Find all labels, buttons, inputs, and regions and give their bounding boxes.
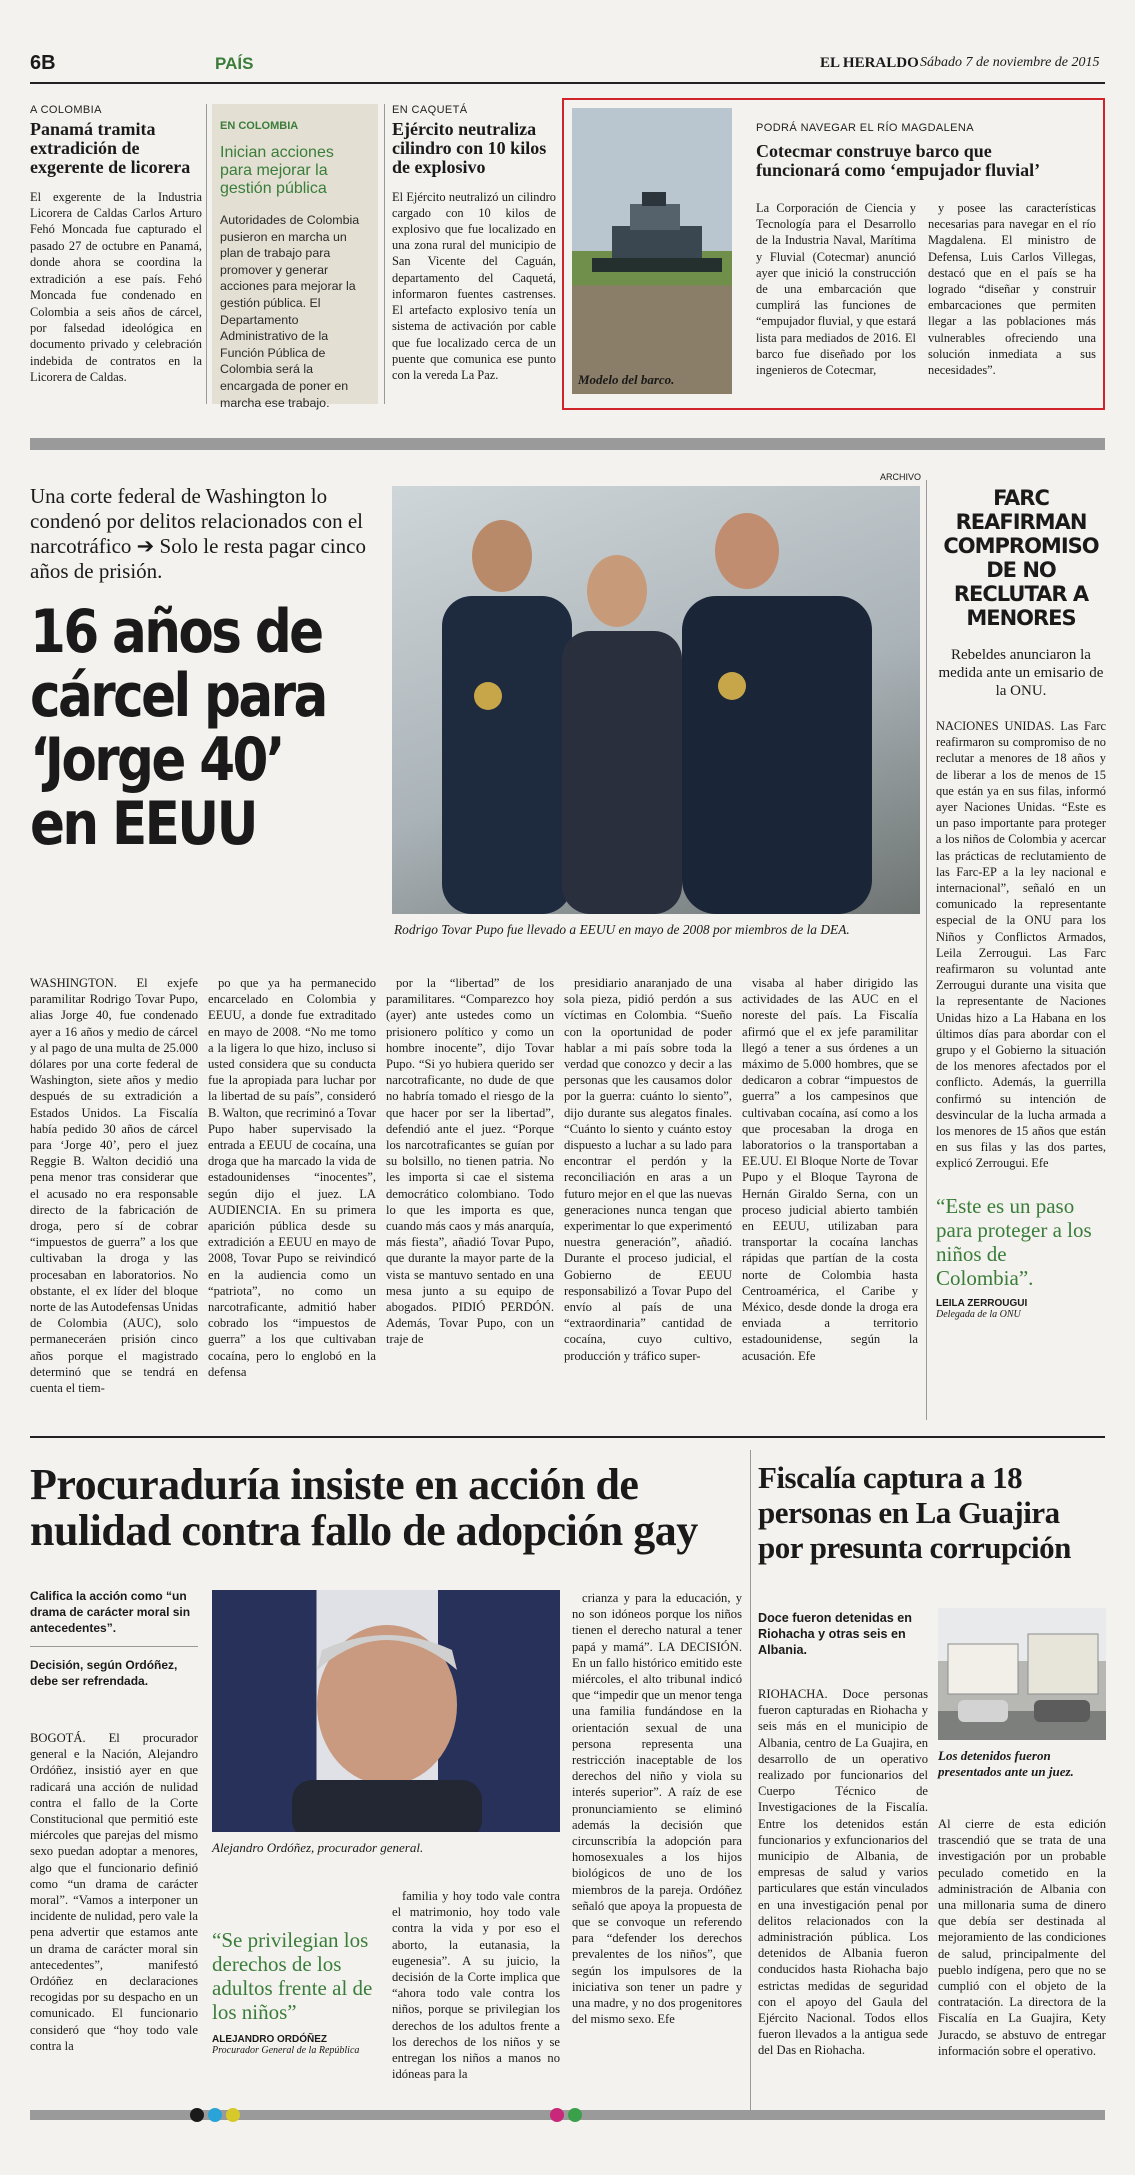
procuraduria-quote-role: Procurador General de la República (212, 2045, 360, 2056)
procuraduria-leads (30, 1588, 198, 1689)
ordonez-photo (212, 1590, 560, 1832)
brief-body: Autoridades de Colombia pusieron en marcha un plan de trabajo para promover y generar acciones para mejorar la gestión pública. El Departamento Administrativo de la Función Pública de Colombia será la encargada de poner en marcha ese trabajo. (220, 213, 360, 410)
fiscalia-col-1: RIOHACHA. Doce personas fueron capturadas en Riohacha y seis más en el municipio de Albania, centro de La Guajira, en desarrollo de un operativo realizado por funcionarios del Cuerpo Técnico de Investigaciones de la Fiscalía. Entre los detenidos están funcionarios y exfuncionarios del municipio de Albania, de empresas de salud y varios particulares que están vinculados en una investigación penal por delitos relacionados con la administración pública. Los detenidos de Albania fueron conducidos hasta Riohacha bajo estrictas medidas de seguridad con el apoyo del Gaula del Ejército Nacional. Todos ellos fueron llevados a la antigua sede del Das en Riohacha. (758, 1687, 928, 2058)
farc-title: FARC REAFIRMAN COMPROMISO DE NO RECLUTAR A MENORES (943, 486, 1099, 630)
farc-quote-role: Delegada de la ONU (936, 1308, 1021, 1320)
section-band (30, 438, 1105, 450)
procuraduria-quote-box (212, 1928, 380, 2056)
guajira-caption: Los detenidos fueron presentados ante un juez. (938, 1748, 1074, 1779)
brief-cotecmar (562, 98, 1105, 410)
farc-quote-name: LEILA ZERROUGUI (936, 1297, 1028, 1309)
main-photo-caption: Rodrigo Tovar Pupo fue llevado a EEUU en mayo de 2008 por miembros de la DEA. (394, 922, 850, 937)
brand-name: EL HERALDO (820, 55, 919, 71)
issue-date: Sábado 7 de noviembre de 2015 (920, 55, 1100, 70)
farc-quote: “Este es un paso para proteger a los niños de Colombia”. (936, 1193, 1092, 1290)
ordonez-portrait-icon (212, 1590, 560, 1832)
header-rule (30, 82, 1105, 84)
dea-agents-photo-icon (392, 486, 920, 914)
main-col-1: WASHINGTON. El exjefe paramilitar Rodrigo Tovar Pupo, alias Jorge 40, fue condenado ayer a 16 años y medio de cárcel y al pago de una multa de 25.000 dólares por una corte federal de Washington, siete años y medio después de su extradición a Estados Unidos. La Fiscalía había pedido 30 años de cárcel para ‘Jorge 40’, pero el juez Reggie B. Walton decidió una pena menor tras considerar que el acusado no era responsable directo de la fabricación de droga, pero sí de cobrar “impuestos de guerra” a los que cultivaban la droga y las procesaban en laboratorios. No obstante, el ex líder del bloque norte de las Autodefensas Unidas de Colombia (AUC), solo permaneceráen prisión cinco años porque el magistrado determinó que se tendrá en cuenta el tiem- (30, 976, 198, 1396)
lead-2: Decisión, según Ordóñez, debe ser refrendada. (30, 1658, 178, 1688)
main-col-5: visaba al haber dirigido las actividades de las AUC en el noreste del país. La Fiscalía afirmó que el ex jefe paramilitar llegó a tener a sus órdenes a un máximo de 5.000 hombres, que se dedicaron a cobrar “impuestos de guerra” a los campesinos que cultivaban cocaína, así como a los que procesaban la droga en laboratorios o la transportaban a EE.UU. El Bloque Norte de Tovar Pupo y el Bloque Tayrona de Hernán Giraldo Serna, con un proceso judicial abierto también en EEUU, utilizaban para transportar la cocaína lanchas rápidas que partían de la costa norte de Colombia hasta Centroamérica, el Caribe y México, desde donde la droga era enviada a territorio estadounidense, según la acusación. Efe (742, 976, 918, 1363)
procuraduria-col-2: familia y hoy todo vale contra el matrimonio, hoy todo vale contra la vida y por eso el aborto, la eutanasia, la eugenesia”. A su juicio, la decisión de la Corte implica que “ahora todo vale contra los niños, porque se privilegian los derechos de los adultos frente a los derechos de los niños y se entregan los niños a manos no idóneas para la (392, 1889, 560, 2082)
brief-title: Inician acciones para mejorar la gestión pública (220, 144, 334, 197)
photo-caption: Modelo del barco. (578, 372, 675, 387)
footer-color-dots (190, 2108, 910, 2122)
brief-title: Cotecmar construye barco que funcionará como ‘empujador fluvial’ (756, 141, 1041, 180)
farc-body: NACIONES UNIDAS. Las Farc reafirmaron su compromiso de no reclutar a menores de 18 años y de liberar a los de menos de 15 que están ya en sus filas, informó ayer Naciones Unidas. “Este es un paso importante para proteger a los niños de Colombia y acercar las prácticas de reclutamiento de las Farc-EP a la ley nacional e internacional”, señaló en un comunicado la representante especial de la ONU para los Niños y Conflictos Armados, Leila Zerrougui. Las Farc reafirmaron su voluntad ante Zerrougui durante una visita que la representante de Naciones Unidas hizo a La Habana en los últimos días para abordar con el grupo y el Gobierno la situación de los menores afectados por el conflicto. Además, la guerrilla confirmó su intención de desvincular de la lucha armada a los menores de 15 años que están en sus filas y las dos partes, explicó Zerrougui. Efe (936, 719, 1106, 1171)
photo-credit: ARCHIVO (880, 472, 922, 482)
main-headline: 16 años de cárcel para ‘Jorge 40’ en EEUU (30, 597, 326, 859)
brief-kicker: EN COLOMBIA (220, 120, 299, 132)
farc-sidebar (936, 486, 1106, 1320)
brief-kicker: EN CAQUETÁ (392, 104, 468, 116)
brief-en-colombia (212, 104, 378, 410)
brief-body: El exgerente de la Industria Licorera de Caldas Carlos Arturo Fehó Moncada fue capturado el pasado 27 de octubre en Panamá, donde ahora se coordina la extradición a ese país. Fehó Moncada fue condenado en Colombia a seis años de cárcel, por falsedad ideológica en documento privado y celebración indebida de contratos en la Licorera de Caldas. (30, 189, 202, 385)
brief-kicker: A COLOMBIA (30, 104, 102, 116)
brief-body: El Ejército neutralizó un cilindro cargado con 10 kilos de explosivo que fue localizado en una zona rural del municipio de San Vicente del Caguán, departamento del Caquetá, informaron fuentes castrenses. El artefacto explosivo tenía un sistema de activación por cable que fue localizado cerca de un puente que comunica ese punto con la vereda La Paz. (392, 189, 556, 382)
brief-title: Panamá tramita extradición de exgerente de licorera (30, 119, 191, 177)
farc-deck: Rebeldes anunciaron la medida ante un emisario de la ONU. (938, 647, 1104, 699)
main-col-2: po que ya ha permanecido encarcelado en Colombia y EEUU, a donde fue extraditado en mayo de 2008. “No me tomo a la ligera lo que hizo, incluso si usted considera que su conducta fue la apropiada para luchar por la libertad de su país”, consideró B. Walton, que recriminó a Tovar Pupo haber supervisado la entrada a EEUU de cocaína, una droga que ha marcado la vida de estadounidenses “inocentes”, según dijo el juez. LA AUDIENCIA. En su primera aparición pública desde su extradición a EEUU en mayo de 2008, Tovar Pupo se reivindicó en la audiencia como un “patriota”, no como un narcotraficante, admitió haber cobrado los “impuestos de guerra” a los que cultivaban cocaína, pero lo englobó en la defensa (208, 976, 376, 1379)
brief-caqueta (392, 104, 556, 383)
main-col-4: presidiario anaranjado de una sola pieza, pidió perdón a sus víctimas en Colombia. “Sueño con la oportunidad de poder hablar a mi país sobre toda la verdad que conozco y decir a las personas que les causamos dolor por la guerra: cuánto lo siento”, dijo durante sus alegatos finales. “Cuánto lo siento y cuánto estoy dispuesto a luchar a su lado para encontrar el perdón y la reconciliación en aras a un futuro mejor en el que las nuevas generaciones nunca tengan que experimentar lo que experimentó nuestra generación”, añadió. Durante el proceso judicial, el Gobierno de EEUU responsabilizó a Tovar Pupo del envío al país de una “extraordinaria” cantidad de cocaína, cuyo cultivo, producción y tráfico super- (564, 976, 732, 1363)
main-col-3: por la “libertad” de los paramilitares. “Comparezco hoy (ayer) ante ustedes como un prisionero político y como un hombre inocente”, dijo Tovar Pupo. “Si yo hubiera querido ser narcotraficante, no dude de que no habría tomado el riesgo de la que hacer por ser la libertad”, defendió ante el juez. “Porque los narcotraficantes se guían por su bolsillo, no tienen patria. No les importa si cae el sistema democrático colombiano. Todo lo que les importa es que, cuando más caos y más anarquía, más fiesta”, añadió Tovar Pupo, que durante la mayor parte de la vista se mantuvo sentado en una mesa junto a su equipo de abogados. PIDIÓ PERDÓN. Además, Tovar Pupo, con un traje de (386, 976, 554, 1347)
brief-panama (30, 104, 202, 386)
main-deck: Una corte federal de Washington lo condenó por delitos relacionados con el narcotráfico ➔ Solo le resta pagar cinco años de prisión. (30, 484, 366, 583)
section-name: PAÍS (215, 54, 254, 73)
procuraduria-headline: Procuraduría insiste en acción de nulidad contra fallo de adopción gay (30, 1460, 698, 1555)
fiscalia-lead: Doce fueron detenidas en Riohacha y otras seis en Albania. (758, 1611, 912, 1657)
page-header (30, 52, 1105, 78)
procuraduria-quote: “Se privilegian los derechos de los adultos frente al de los niños” (212, 1928, 373, 2024)
brief-body-col2: y posee las características necesarias para navegar en el río Magdalena. El ministro de Defensa, Luis Carlos Villegas, destacó que en el país se ha logrado “diseñar y construir embarcaciones que permiten llegar a las poblaciones más vulnerables ofreciendo una solución inmediata a sus necesidades”. (928, 201, 1096, 378)
ordonez-caption: Alejandro Ordóñez, procurador general. (212, 1840, 424, 1855)
brief-title: Ejército neutraliza cilindro con 10 kilos de explosivo (392, 119, 547, 177)
brief-kicker: PODRÁ NAVEGAR EL RÍO MAGDALENA (756, 122, 974, 134)
boat-photo (572, 108, 732, 394)
procuraduria-col-1: BOGOTÁ. El procurador general e la Nación, Alejandro Ordóñez, insistió ayer en que radicará una acción de nulidad contra el fallo de la Corte Constitucional que permitió este miércoles que parejas del mismo sexo puedan adoptar a menores, algo que el funcionario definió como “un drama de carácter moral”. “Vamos a interponer un incidente de nulidad, pero vale la pena advertir que estamos ante un drama de carácter moral sin antecedentes”, manifestó Ordóñez en declaraciones recogidas por su despacho en un comunicado. El funcionario consideró que “hoy todo vale contra la (30, 1731, 198, 2053)
main-photo (392, 486, 920, 914)
procuraduria-quote-name: ALEJANDRO ORDÓÑEZ (212, 2034, 328, 2045)
page-number: 6B (30, 52, 56, 74)
brief-body-col1: La Corporación de Ciencia y Tecnología para el Desarrollo de la Industria Naval, Marítima y Fluvial (Cotecmar) anunció ayer que inició la construcción de una embarcación que cumplirá las funciones de “empujador fluvial, y que estará lista para mediados de 2016. El barco fue diseñado por los ingenieros de Cotecmar, (756, 201, 916, 378)
boat-icon (572, 108, 732, 394)
procuraduria-col-3: crianza y para la educación, y no son idóneos porque los niños tienen el derecho natural a tener papá y mamá”. LA DECISIÓN. En un fallo histórico emitido este miércoles, el alto tribunal indicó que “impedir que un menor tenga una familia fundándose en la orientación sexual de una persona representa una restricción inaceptable de los derechos del niño y viola su interés superior”. A raíz de ese pronunciamiento se eliminó además la decisión que circunscribía la adopción para homosexuales a los hijos biológicos de uno de los miembros de la pareja. Ordóñez señaló que apoya la propuesta de que se convoque un referendo para “defender los derechos prevalentes de los niños”, que según los impulsores de la iniciativa son tener un padre y una madre, y no dos progenitores del mismo sexo. Efe (572, 1591, 742, 2027)
guajira-photo (938, 1608, 1106, 1740)
street-cars-icon (938, 1608, 1106, 1740)
fiscalia-headline: Fiscalía captura a 18 personas en La Guajira por presunta corrupción (758, 1460, 1071, 1565)
lead-1: Califica la acción como “un drama de carácter moral sin antecedentes”. (30, 1589, 191, 1635)
fiscalia-col-2: Al cierre de esta edición trascendió que se trata de una investigación por un probable peculado cometido en la administración de Albania con una millonaria suma de dinero que debía ser destinada al mejoramiento de las condiciones de salud, principalmente del pueblo indígena, pero que no se cumplió con el objeto de la contratación. La directora de la Fiscalía en La Guajira, Kety Juracdo, se abstuvo de entregar información sobre el operativo. (938, 1817, 1106, 2058)
